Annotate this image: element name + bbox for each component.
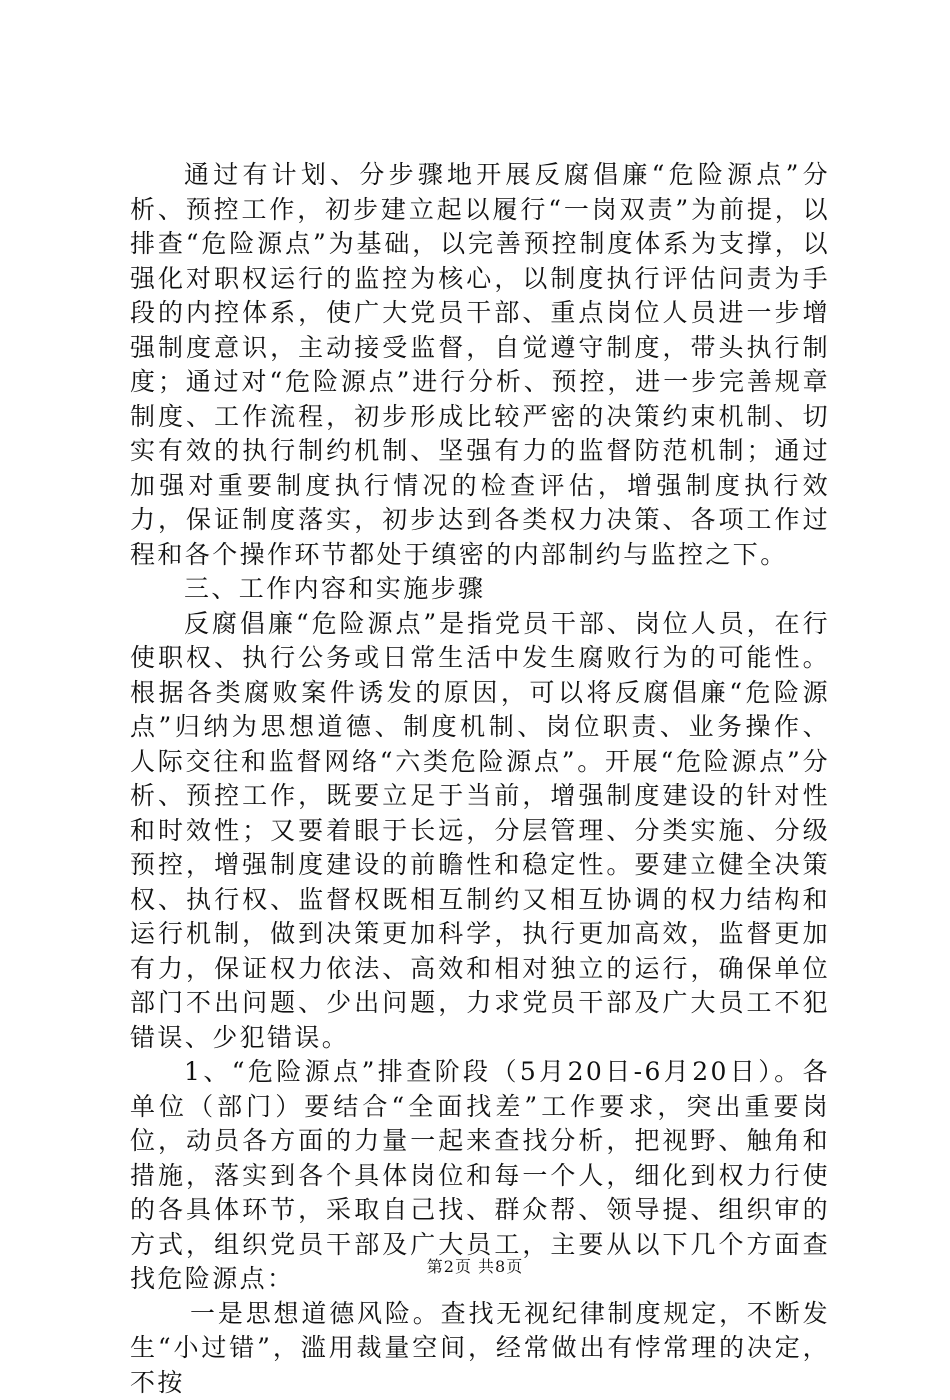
paragraph-moral-risk: 一是思想道德风险。查找无视纪律制度规定，不断发生“小过错”，滥用裁量空间，经常做出有悖常理的决定，不按	[130, 1297, 830, 1400]
document-body	[130, 158, 830, 1400]
page-number-footer: 第2页 共8页	[0, 1254, 950, 1277]
section-heading-work-content: 三、工作内容和实施步骤	[130, 572, 830, 607]
paragraph-objectives: 通过有计划、分步骤地开展反腐倡廉“危险源点”分析、预控工作，初步建立起以履行“一岗双责”为前提，以排查“危险源点”为基础，以完善预控制度体系为支撑，以强化对职权运行的监控为核心，以制度执行评估问责为手段的内控体系，使广大党员干部、重点岗位人员进一步增强制度意识，主动接受监督，自觉遵守制度，带头执行制度；通过对“危险源点”进行分析、预控，进一步完善规章制度、工作流程，初步形成比较严密的决策约束机制、切实有效的执行制约机制、坚强有力的监督防范机制；通过加强对重要制度执行情况的检查评估，增强制度执行效力，保证制度落实，初步达到各类权力决策、各项工作过程和各个操作环节都处于缜密的内部制约与监控之下。	[130, 158, 830, 572]
paragraph-risk-definition: 反腐倡廉“危险源点”是指党员干部、岗位人员，在行使职权、执行公务或日常生活中发生腐败行为的可能性。根据各类腐败案件诱发的原因，可以将反腐倡廉“危险源点”归纳为思想道德、制度机制、岗位职责、业务操作、人际交往和监督网络“六类危险源点”。开展“危险源点”分析、预控工作，既要立足于当前，增强制度建设的针对性和时效性；又要着眼于长远，分层管理、分类实施、分级预控，增强制度建设的前瞻性和稳定性。要建立健全决策权、执行权、监督权既相互制约又相互协调的权力结构和运行机制，做到决策更加科学，执行更加高效，监督更加有力，保证权力依法、高效和相对独立的运行，确保单位部门不出问题、少出问题，力求党员干部及广大员工不犯错误、少犯错误。	[130, 607, 830, 1056]
paragraph-step-1-investigation: 1、“危险源点”排查阶段（5月20日-6月20日）。各单位（部门）要结合“全面找差”工作要求，突出重要岗位，动员各方面的力量一起来查找分析，把视野、触角和措施，落实到各个具体岗位和每一个人，细化到权力行使的各具体环节，采取自己找、群众帮、领导提、组织审的方式，组织党员干部及广大员工，主要从以下几个方面查找危险源点：	[130, 1055, 830, 1297]
